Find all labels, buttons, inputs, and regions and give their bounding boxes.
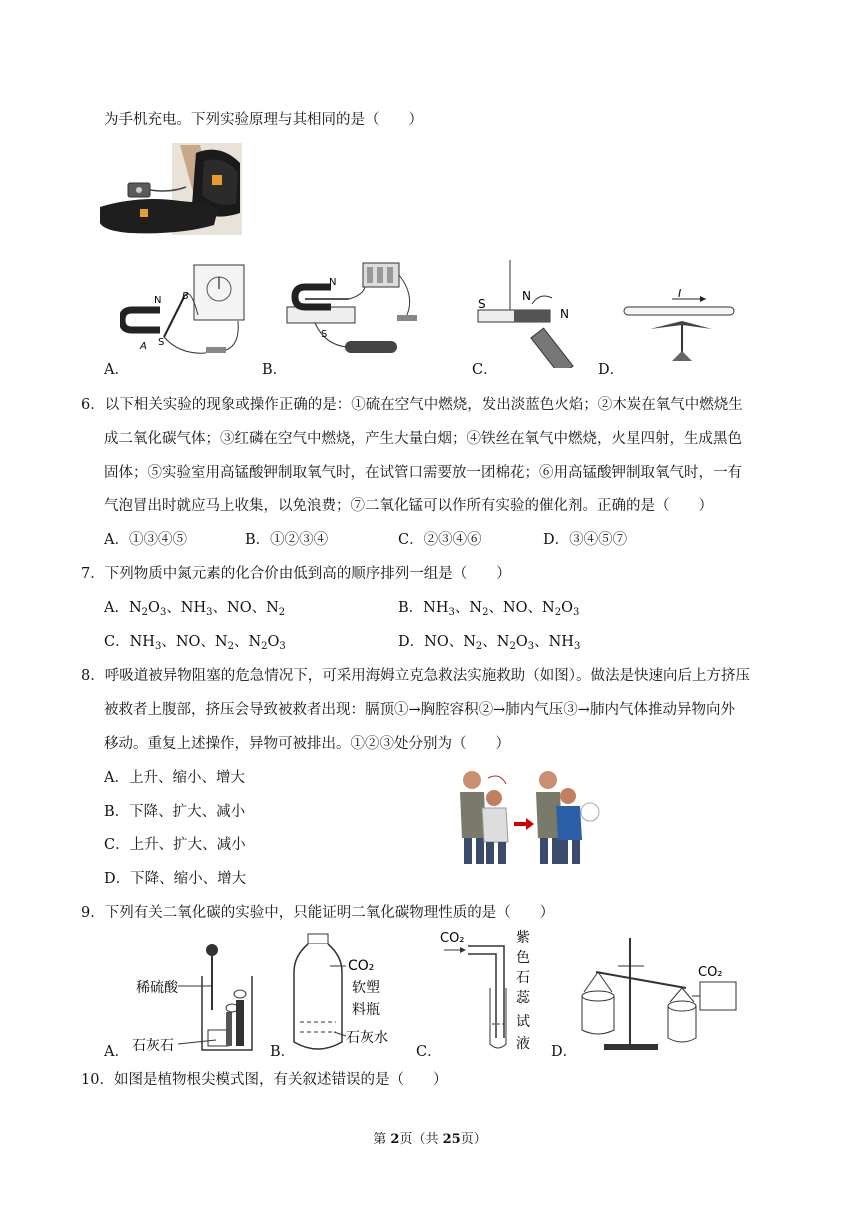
q5-option-a: A． [104, 362, 129, 378]
q9-diagram-a [128, 940, 268, 1055]
q8-stem-line-3: 移动。重复上述操作，异物可被排出。①②③处分别为（ ） [104, 736, 510, 752]
q5-c-label-n2: N [560, 307, 569, 321]
q9-d-co2-label: CO₂ [698, 965, 723, 980]
q6-stem-line-1: 6．以下相关实验的现象或操作正确的是：①硫在空气中燃烧，发出淡蓝色火焰；②木炭在氧气中燃烧生 [81, 397, 743, 413]
q7-option-d: D．NO、$N_2$、$N_2O_3$、$NH_3$ [398, 634, 581, 652]
q7-option-c: C．$NH_3$、NO、$N_2$、$N_2O_3$ [104, 634, 286, 652]
q5-a-label-n: N [154, 295, 162, 306]
q9-c-litmus-char-5: 试 [516, 1014, 530, 1030]
knee-charger-photo [100, 143, 245, 238]
q5-b-label-s: S [321, 329, 328, 340]
q9-diagram-c [438, 928, 548, 1056]
q5-diagram-d [620, 285, 740, 365]
q10-stem: 10．如图是植物根尖模式图，有关叙述错误的是（ ） [81, 1072, 448, 1088]
q9-c-litmus-char-3: 石 [516, 970, 530, 986]
q5-c-label-s: S [478, 297, 486, 311]
q5-a-label-s: S [158, 337, 165, 348]
q6-option-a: A．①③④⑤ [104, 532, 187, 548]
q5-a-label-a: A [140, 341, 147, 352]
q9-c-litmus-char-4: 蕊 [516, 990, 530, 1006]
q6-option-b: B．①②③④ [245, 532, 329, 548]
q8-stem-line-1: 8．呼吸道被异物阻塞的危急情况下，可采用海姆立克急救法实施救助（如图）。做法是快速向后上方挤压 [81, 668, 750, 684]
q9-option-a: A． [104, 1044, 129, 1060]
q6-stem-line-4: 气泡冒出时就应马上收集，以免浪费；⑦二氧化锰可以作所有实验的催化剂。正确的是（ ） [104, 498, 713, 514]
q5-option-d: D． [598, 362, 625, 378]
q8-option-b: B．下降、扩大、减小 [104, 804, 246, 820]
q6-stem-line-3: 固体；⑤实验室用高锰酸钾制取氧气时，在试管口需要放一团棉花；⑥用高锰酸钾制取氧气时，一有 [104, 465, 742, 481]
q6-option-c: C．②③④⑥ [398, 532, 482, 548]
q7-stem: 7．下列物质中氮元素的化合价由低到高的顺序排列一组是（ ） [81, 566, 511, 582]
q5-diagram-a [120, 255, 255, 365]
q8-option-d: D．下降、缩小、增大 [104, 871, 247, 887]
q5-diagram-b [285, 255, 425, 370]
q9-c-co2-label: CO₂ [440, 931, 465, 946]
page-total: 25 [442, 1132, 461, 1147]
q9-diagram-d [574, 934, 739, 1056]
q9-diagram-b [290, 932, 410, 1057]
q7-option-a: A．$N_2O_3$、$NH_3$、NO、$N_2$ [104, 600, 286, 618]
q5-a-label-b: B [182, 291, 189, 302]
q9-option-d: D． [551, 1044, 578, 1060]
q5-option-c: C． [472, 362, 498, 378]
q9-b-bottle-label-1: 软塑 [352, 980, 380, 996]
q9-stem: 9．下列有关二氧化碳的实验中，只能证明二氧化碳物理性质的是（ ） [81, 905, 555, 921]
q9-b-water-label: 石灰水 [346, 1030, 388, 1046]
q9-c-litmus-char-6: 液 [516, 1036, 530, 1052]
q9-b-co2-label: CO₂ [348, 958, 375, 974]
q5-c-label-n1: N [522, 289, 531, 303]
q9-a-acid-label: 稀硫酸 [136, 980, 178, 996]
q5-intro: 为手机充电。下列实验原理与其相同的是（ ） [104, 112, 423, 128]
q8-option-a: A．上升、缩小、增大 [104, 770, 245, 786]
page-footer: 第 2页（共 25页） [373, 1132, 487, 1147]
q9-c-litmus-char-1: 紫 [516, 930, 530, 946]
q9-a-stone-label: 石灰石 [132, 1038, 174, 1054]
heimlich-illustration [452, 768, 602, 868]
q7-option-b: B．$NH_3$、$N_2$、NO、$N_2O_3$ [398, 600, 580, 618]
q5-d-label-i: I [678, 287, 682, 300]
q6-option-d: D．③④⑤⑦ [543, 532, 628, 548]
q6-stem-line-2: 成二氧化碳气体；③红磷在空气中燃烧，产生大量白烟；④铁丝在氧气中燃烧，火星四射，生成黑色 [104, 431, 742, 447]
q5-b-label-n: N [329, 277, 337, 288]
q5-option-b: B． [262, 362, 288, 378]
q9-c-litmus-char-2: 色 [516, 950, 530, 966]
q9-option-b: B． [270, 1044, 296, 1060]
page-number: 2 [390, 1132, 400, 1147]
q9-option-c: C． [416, 1044, 442, 1060]
q8-stem-line-2: 被救者上腹部，挤压会导致被救者出现：膈顶①→胸腔容积②→肺内气压③→肺内气体推动异物向外 [104, 702, 735, 718]
q8-option-c: C．上升、扩大、减小 [104, 837, 246, 853]
q9-b-bottle-label-2: 料瓶 [352, 1002, 380, 1018]
q5-diagram-c [474, 258, 594, 368]
